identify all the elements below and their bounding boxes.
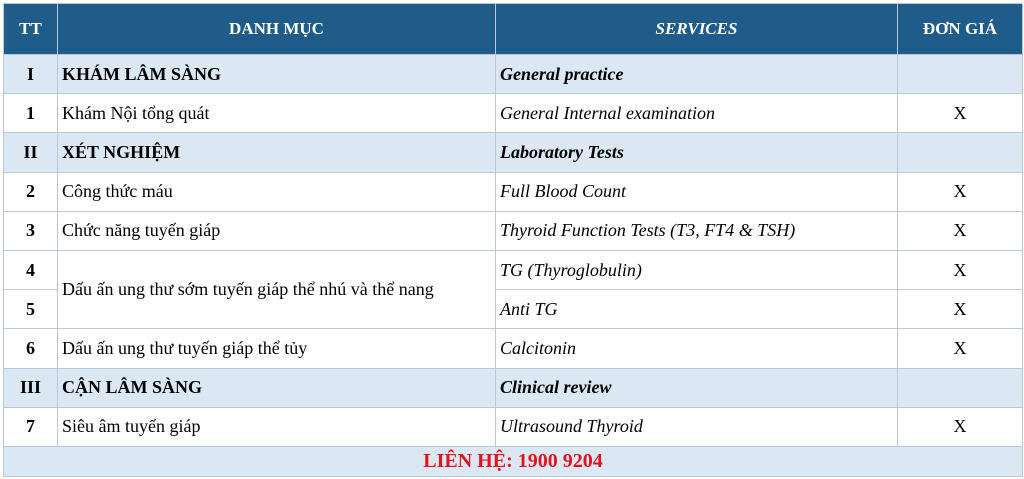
section-row <box>4 133 1023 172</box>
section-row <box>4 55 1023 94</box>
row-price <box>898 133 1023 172</box>
row-number: 5 <box>4 290 58 329</box>
row-service: General practice <box>496 55 898 94</box>
contact-row <box>4 447 1023 477</box>
row-number: III <box>4 368 58 407</box>
row-number: II <box>4 133 58 172</box>
row-service: TG (Thyroglobulin) <box>496 251 898 290</box>
row-price: X <box>898 172 1023 211</box>
row-name: Dấu ấn ung thư sớm tuyến giáp thể nhú và thể nang <box>58 251 496 329</box>
section-row <box>4 368 1023 407</box>
price-list-table <box>3 3 1023 477</box>
row-price <box>898 368 1023 407</box>
row-service: Anti TG <box>496 290 898 329</box>
row-price: X <box>898 407 1023 446</box>
table-row <box>4 251 1023 290</box>
row-name: Công thức máu <box>58 172 496 211</box>
row-service: General Internal examination <box>496 94 898 133</box>
row-name: KHÁM LÂM SÀNG <box>58 55 496 94</box>
header-services: SERVICES <box>496 4 898 55</box>
row-number: I <box>4 55 58 94</box>
row-name: Khám Nội tổng quát <box>58 94 496 133</box>
row-price: X <box>898 251 1023 290</box>
contact-hotline: LIÊN HỆ: 1900 9204 <box>4 447 1023 477</box>
row-service: Clinical review <box>496 368 898 407</box>
row-service: Calcitonin <box>496 329 898 368</box>
table-row <box>4 172 1023 211</box>
header-price: ĐƠN GIÁ <box>898 4 1023 55</box>
row-name: XÉT NGHIỆM <box>58 133 496 172</box>
row-service: Thyroid Function Tests (T3, FT4 & TSH) <box>496 211 898 250</box>
row-name: Chức năng tuyến giáp <box>58 211 496 250</box>
row-number: 4 <box>4 251 58 290</box>
table-row <box>4 94 1023 133</box>
row-number: 1 <box>4 94 58 133</box>
row-name: Siêu âm tuyến giáp <box>58 407 496 446</box>
row-price: X <box>898 290 1023 329</box>
row-number: 6 <box>4 329 58 368</box>
row-service: Laboratory Tests <box>496 133 898 172</box>
row-number: 2 <box>4 172 58 211</box>
row-service: Full Blood Count <box>496 172 898 211</box>
table-row <box>4 329 1023 368</box>
row-price: X <box>898 94 1023 133</box>
table-row <box>4 211 1023 250</box>
table-row <box>4 407 1023 446</box>
header-tt: TT <box>4 4 58 55</box>
header-category: DANH MỤC <box>58 4 496 55</box>
row-number: 7 <box>4 407 58 446</box>
row-price <box>898 55 1023 94</box>
table-header-row <box>4 4 1023 55</box>
row-name: Dấu ấn ung thư tuyến giáp thể tủy <box>58 329 496 368</box>
row-price: X <box>898 211 1023 250</box>
row-service: Ultrasound Thyroid <box>496 407 898 446</box>
row-number: 3 <box>4 211 58 250</box>
row-price: X <box>898 329 1023 368</box>
row-name: CẬN LÂM SÀNG <box>58 368 496 407</box>
